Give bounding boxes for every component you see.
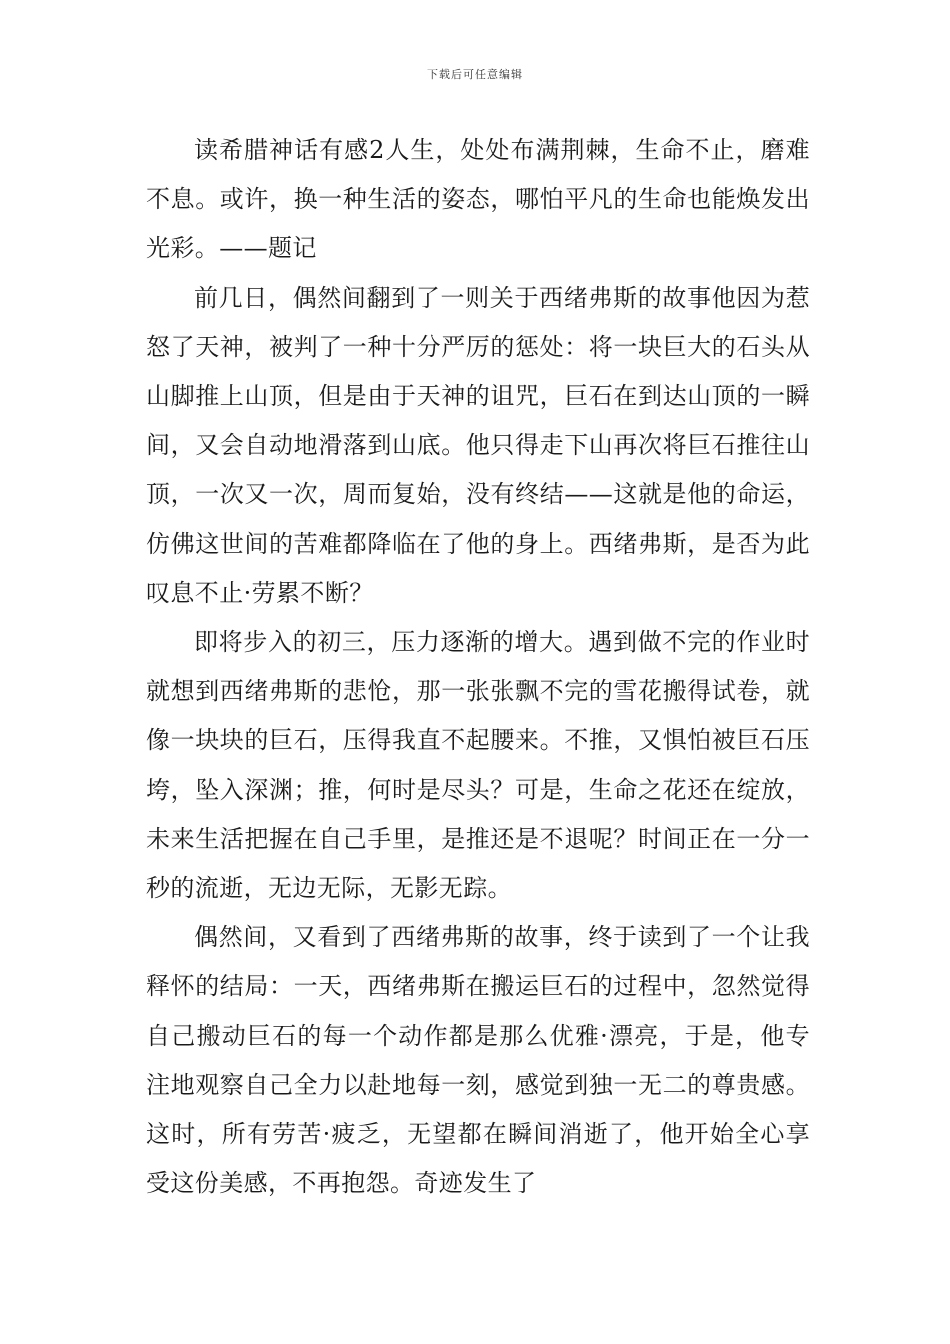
paragraph-title-intro: 读希腊神话有感2人生，处处布满荆棘，生命不止，磨难不息。或许，换一种生活的姿态，哪怕平凡的生命也能焕发出光彩。——题记 bbox=[146, 136, 810, 263]
document-body bbox=[146, 126, 810, 1208]
page-header: 下载后可任意编辑 bbox=[427, 68, 523, 81]
paragraph-sisyphus-story: 前几日，偶然间翻到了一则关于西绪弗斯的故事他因为惹怒了天神，被判了一种十分严厉的惩处：将一块巨大的石头从山脚推上山顶，但是由于天神的诅咒，巨石在到达山顶的一瞬间，又会自动地滑落到山底。他只得走下山再次将巨石推往山顶，一次又一次，周而复始，没有终结——这就是他的命运，仿佛这世间的苦难都降临在了他的身上。西绪弗斯，是否为此叹息不止·劳累不断？ bbox=[146, 283, 810, 607]
paragraph-story-ending: 偶然间，又看到了西绪弗斯的故事，终于读到了一个让我释怀的结局：一天，西绪弗斯在搬运巨石的过程中，忽然觉得自己搬动巨石的每一个动作都是那么优雅·漂亮，于是，他专注地观察自己全力以赴地每一刻，感觉到独一无二的尊贵感。这时，所有劳苦·疲乏，无望都在瞬间消逝了，他开始全心享受这份美感，不再抱怨。奇迹发生了 bbox=[146, 923, 810, 1198]
paragraph-junior-three-pressure: 即将步入的初三，压力逐渐的增大。遇到做不完的作业时就想到西绪弗斯的悲怆，那一张张飘不完的雪花搬得试卷，就像一块块的巨石，压得我直不起腰来。不推，又惧怕被巨石压垮，坠入深渊；推，何时是尽头？可是，生命之花还在绽放，未来生活把握在自己手里，是推还是不退呢？时间正在一分一秒的流逝，无边无际，无影无踪。 bbox=[146, 628, 810, 903]
